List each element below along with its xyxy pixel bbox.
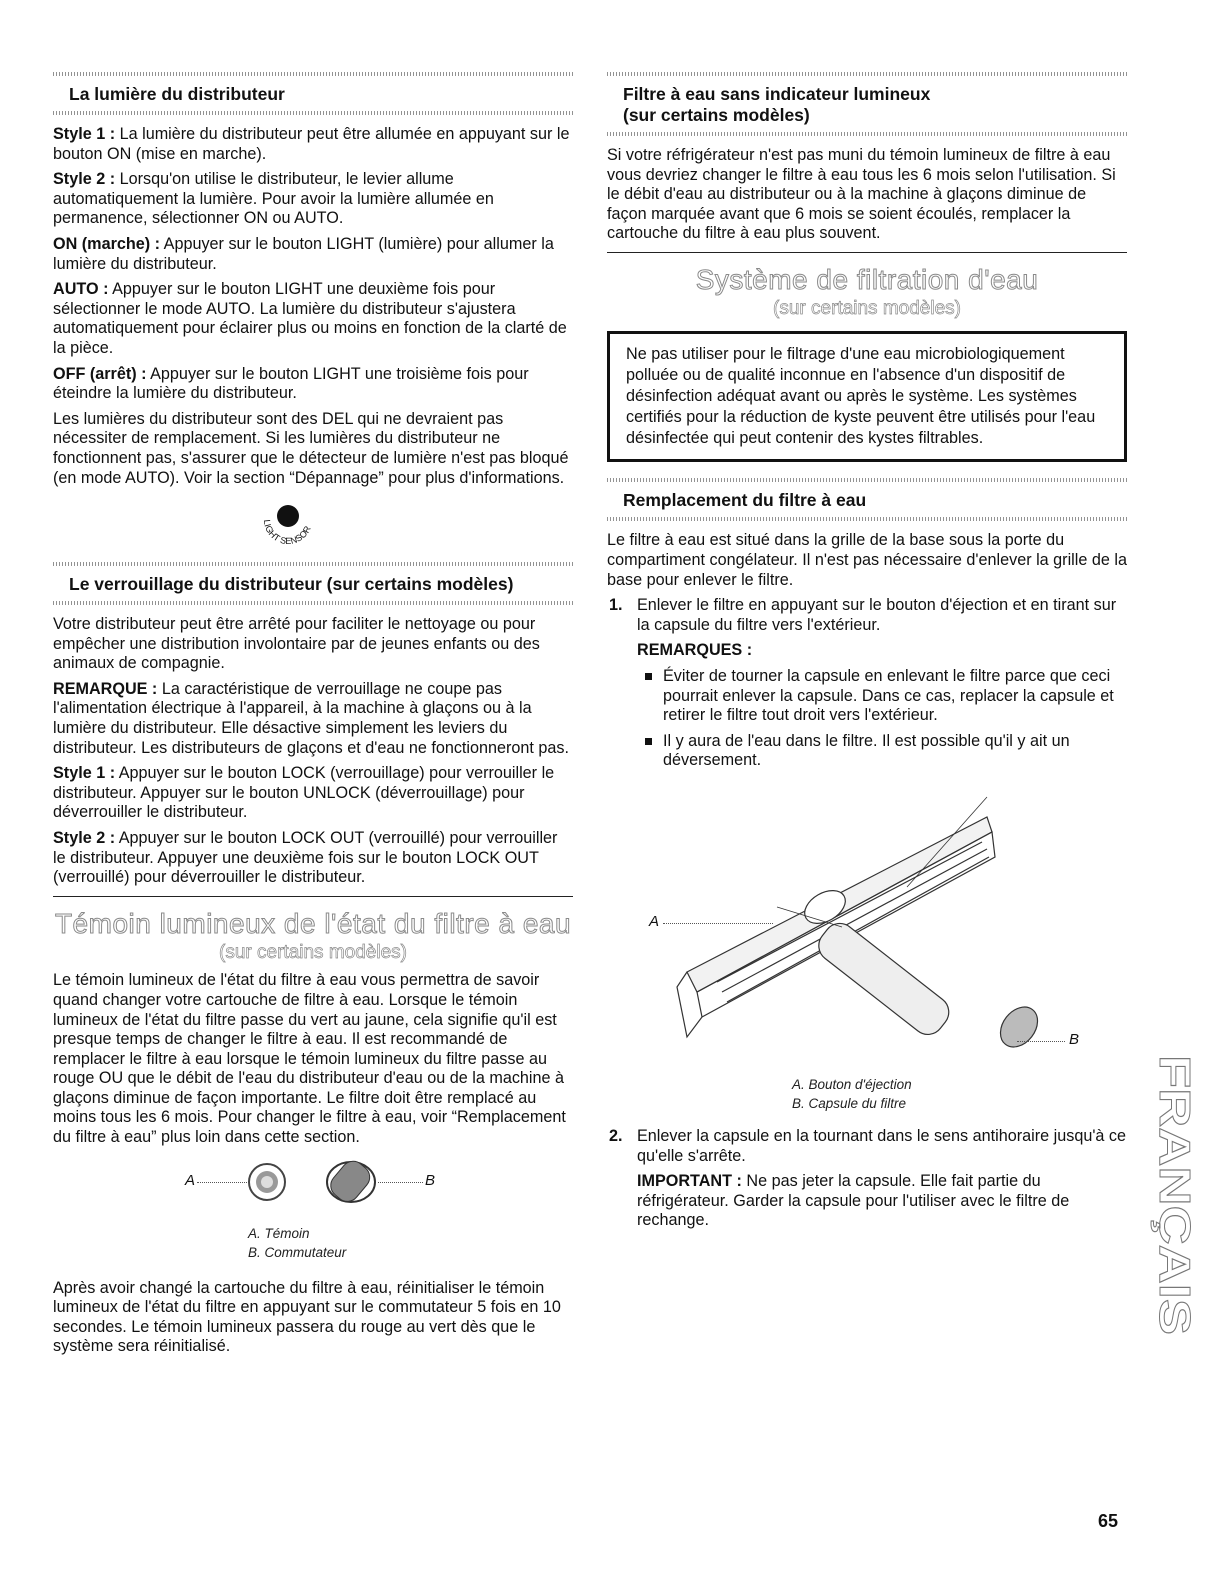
filter-figure: A B A. Bouton d'éjection B. Capsule du filtre xyxy=(607,777,1127,1127)
divider xyxy=(607,252,1127,254)
indicator-figure: A B A. Témoin B. Commutateur xyxy=(53,1154,573,1269)
paragraph: Style 1 : Appuyer sur le bouton LOCK (verrouillage) pour verrouiller le distributeur. Appuyer sur le bouton UNLOCK (déverrouillage) pour déverrouiller le distributeur. xyxy=(53,764,555,822)
caption-a: A. Témoin xyxy=(248,1225,310,1241)
paragraph: ON (marche) : Appuyer sur le bouton LIGHT (lumière) pour allumer la lumière du distributeur. xyxy=(53,234,554,273)
important-note: IMPORTANT : Ne pas jeter la capsule. Elle fait partie du réfrigérateur. Garder la capsule pour l'utiliser avec le filtre de rechange. xyxy=(637,1172,1070,1230)
paragraph: Après avoir changé la cartouche du filtre à eau, réinitialiser le témoin lumineux de l'état du filtre en appuyant sur le commutateur 5 fois en 10 secondes. Le témoin lumineux passera du rouge au vert dès que le système sera réinitialisé. xyxy=(53,1278,561,1356)
left-column xyxy=(53,72,573,1363)
side-language-tab xyxy=(1150,1050,1198,1340)
list-item: Éviter de tourner la capsule en enlevant le filtre parce que ceci pourrait enlever la capsule. Dans ce cas, replacer la capsule et retirer le filtre tout droit vers l'extérieur. xyxy=(607,667,1127,726)
section-heading: Le verrouillage du distributeur (sur certains modèles) xyxy=(69,574,514,595)
section-subtitle: (sur certains modèles) xyxy=(773,298,961,320)
section-verrouillage xyxy=(53,562,573,888)
section-heading: La lumière du distributeur xyxy=(69,84,285,104)
reset-switch-icon xyxy=(321,1154,385,1208)
right-column xyxy=(607,72,1127,1237)
paragraph: Si votre réfrigérateur n'est pas muni du témoin lumineux de filtre à eau vous devriez changer le filtre à eau tous les 6 mois selon l'utilisation. Si le débit d'eau au distributeur ou à la machine à glaçons diminue de façon marquée avant que 6 mois se soient écoulés, remplacer la cartouche du filtre à eau plus souvent. xyxy=(607,146,1116,243)
paragraph: OFF (arrêt) : Appuyer sur le bouton LIGHT une troisième fois pour éteindre la lumière du distributeur. xyxy=(53,364,529,403)
section-lumiere xyxy=(53,72,573,554)
list-item: Il y aura de l'eau dans le filtre. Il est possible qu'il y ait un déversement. xyxy=(607,732,1127,771)
section-sans-indicateur xyxy=(607,72,1127,244)
caption-a: A. Bouton d'éjection xyxy=(792,1077,912,1092)
caption-b: B. Capsule du filtre xyxy=(792,1096,907,1111)
paragraph: Votre distributeur peut être arrêté pour faciliter le nettoyage ou pour empêcher une distribution involontaire par de jeunes enfants ou des animaux de compagnie. xyxy=(53,615,540,673)
remarques-heading: REMARQUES : xyxy=(637,641,753,660)
section-systeme xyxy=(607,263,1127,462)
light-sensor-icon xyxy=(53,494,573,554)
section-heading: Filtre à eau sans indicateur lumineux (sur certains modèles) xyxy=(623,84,931,125)
indicator-light-icon xyxy=(245,1160,289,1204)
section-title: Système de filtration d'eau xyxy=(695,264,1039,296)
paragraph: Style 2 : Lorsqu'on utilise le distributeur, le levier allume automatiquement la lumière. Pour avoir la lumière allumée en permanence, sélectionner ON ou AUTO. xyxy=(53,170,494,228)
section-subtitle: (sur certains modèles) xyxy=(219,942,407,964)
paragraph: Style 1 : La lumière du distributeur peut être allumée en appuyant sur le bouton ON (mise en marche). xyxy=(53,125,570,163)
step-1: 1. Enlever le filtre en appuyant sur le bouton d'éjection et en tirant sur la capsule du filtre vers l'extérieur. xyxy=(609,596,1117,634)
paragraph: Le filtre à eau est situé dans la grille de la base sous la porte du compartiment congélateur. Il n'est pas nécessaire d'enlever la grille de la base pour enlever le filtre. xyxy=(607,531,1127,589)
paragraph: REMARQUE : La caractéristique de verrouillage ne coupe pas l'alimentation électrique à l'appareil, à la machine à glaçons ou à la lumière du distributeur. Elle désactive simplement les leviers du distributeur. Les distributeurs de glaçons et d'eau ne fonctionneront pas. xyxy=(53,679,570,757)
section-temoin xyxy=(53,907,573,1357)
caption-b: B. Commutateur xyxy=(248,1244,347,1260)
section-remplacement xyxy=(607,478,1127,1231)
section-title: Témoin lumineux de l'état du filtre à eau xyxy=(54,908,572,940)
svg-text:LIGHT SENSOR: LIGHT SENSOR xyxy=(261,519,313,547)
section-heading: Remplacement du filtre à eau xyxy=(623,490,867,511)
paragraph: Style 2 : Appuyer sur le bouton LOCK OUT (verrouillé) pour verrouiller le distributeur. Appuyer une deuxième fois sur le bouton LOCK OUT (verrouillé) pour déverrouiller le distributeur. xyxy=(53,829,558,887)
page-number: 65 xyxy=(1098,1511,1119,1531)
paragraph: AUTO : Appuyer sur le bouton LIGHT une deuxième fois pour sélectionner le mode AUTO. La lumière du distributeur s'ajustera automatiquement pour éclairer plus ou moins en fonction de la clarté de la pièce. xyxy=(53,280,567,357)
paragraph: Les lumières du distributeur sont des DEL qui ne devraient pas nécessiter de remplacement. Si les lumières du distributeur ne fonctionnent pas, s'assurer que le détecteur de lumière n'est pas bloqué (en mode AUTO). Voir la section “Dépannage” pour plus d'informations. xyxy=(53,409,569,487)
warning-box: Ne pas utiliser pour le filtrage d'une eau microbiologiquement polluée ou de qualité inconnue en l'absence d'un dispositif de désinfection adéquat avant ou après le système. Les systèmes certifiés pour la réduction de kyste peuvent être utilisés pour l'eau désinfectée qui peut contenir des kystes filtrables. xyxy=(607,331,1127,462)
paragraph: Le témoin lumineux de l'état du filtre à eau vous permettra de savoir quand changer votre cartouche de filtre à eau. Lorsque le témoin lumineux de l'état du filtre passe du vert au jaune, cela signifie qu'il est presque temps de changer le filtre à eau. Il est recommandé de remplacer le filtre à eau lorsque le témoin lumineux du filtre passe au rouge OU que le débit de l'eau du distributeur d'eau ou de la machine à glaçons diminue de façon importante. Le filtre doit être remplacé au moins tous les 6 mois. Pour changer le filtre à eau, voir “Remplacement du filtre à eau” plus loin dans cette section. xyxy=(53,971,566,1147)
step-2: 2. Enlever la capsule en la tournant dans le sens antihoraire jusqu'à ce qu'elle s'arrête. xyxy=(609,1127,1127,1165)
divider xyxy=(53,896,573,898)
svg-text:FRANÇAIS: FRANÇAIS xyxy=(1150,1055,1198,1283)
filter-grille-illustration xyxy=(607,777,1127,1067)
